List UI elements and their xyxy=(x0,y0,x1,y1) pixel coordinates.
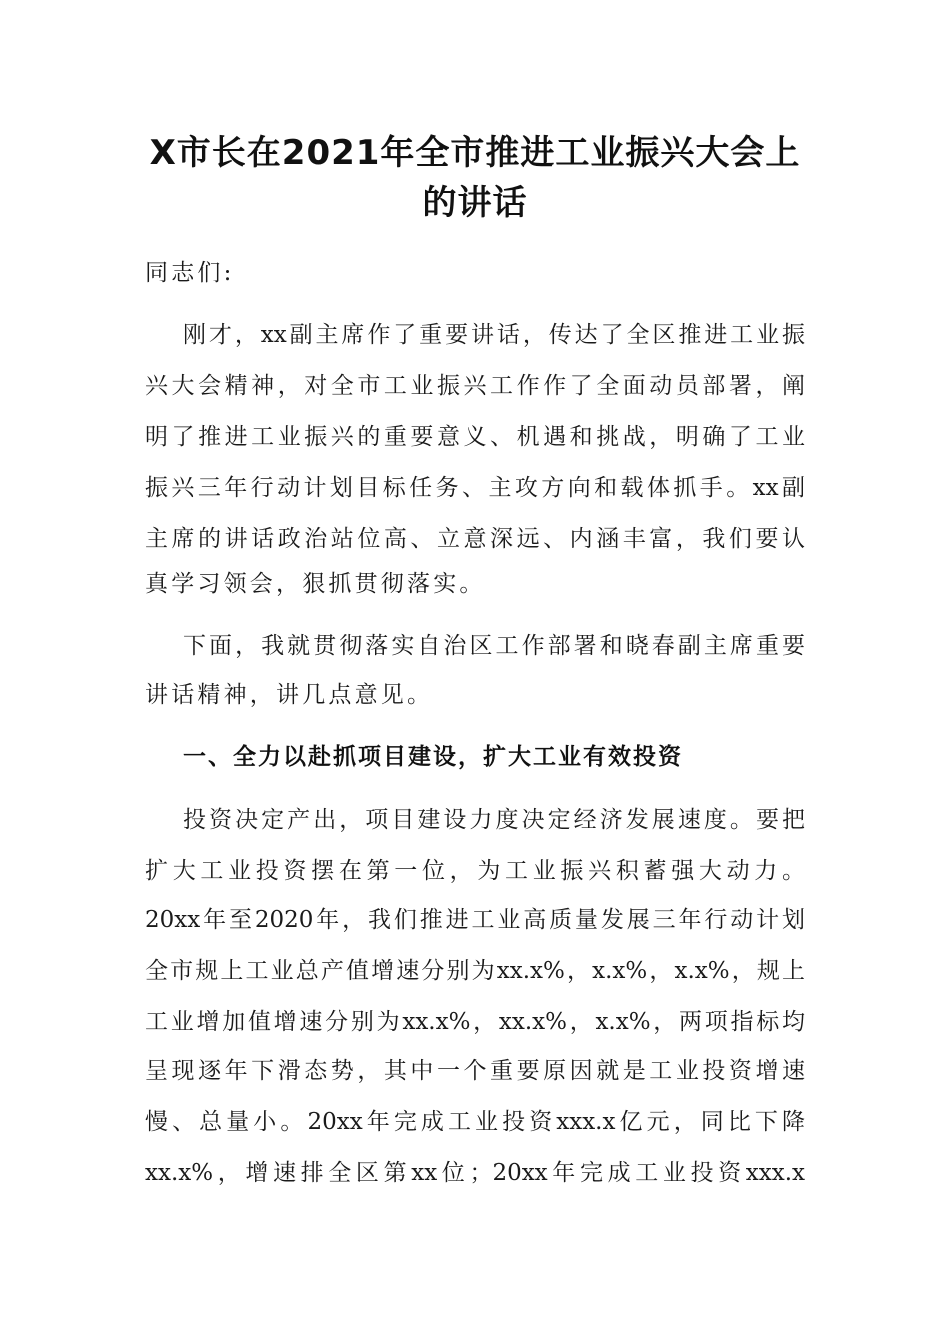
paragraph-3-line-1: 投资决定产出，项目建设力度决定经济发展速度。要把 xyxy=(183,807,805,833)
paragraph-2-line-1: 下面，我就贯彻落实自治区工作部署和晓春副主席重要 xyxy=(183,633,805,659)
paragraph-3-line-6: 呈现逐年下滑态势，其中一个重要原因就是工业投资增速 xyxy=(145,1058,805,1084)
paragraph-1-line-5: 主席的讲话政治站位高、立意深远、内涵丰富，我们要认 xyxy=(145,526,805,552)
salutation: 同志们: xyxy=(145,260,235,286)
paragraph-2-line-2: 讲话精神，讲几点意见。 xyxy=(145,682,434,708)
paragraph-3-line-2: 扩大工业投资摆在第一位，为工业振兴积蓄强大动力。 xyxy=(145,858,805,884)
paragraph-3-line-7: 慢、总量小。20xx年完成工业投资xxx.x亿元，同比下降 xyxy=(145,1109,805,1135)
paragraph-1-line-6: 真学习领会，狠抓贯彻落实。 xyxy=(145,571,486,597)
paragraph-1-line-3: 明了推进工业振兴的重要意义、机遇和挑战，明确了工业 xyxy=(145,424,805,450)
paragraph-3-line-4: 全市规上工业总产值增速分别为xx.x%，x.x%，x.x%，规上 xyxy=(145,958,805,984)
document-title-line-1: X市长在2021年全市推进工业振兴大会上 xyxy=(149,133,801,173)
paragraph-3-line-3: 20xx年至2020年，我们推进工业高质量发展三年行动计划 xyxy=(145,907,805,933)
paragraph-3-line-5: 工业增加值增速分别为xx.x%，xx.x%，x.x%，两项指标均 xyxy=(145,1009,805,1035)
paragraph-1-line-1: 刚才，xx副主席作了重要讲话，传达了全区推进工业振 xyxy=(183,322,805,348)
paragraph-1-line-2: 兴大会精神，对全市工业振兴工作作了全面动员部署，阐 xyxy=(145,373,805,399)
paragraph-1-line-4: 振兴三年行动计划目标任务、主攻方向和载体抓手。xx副 xyxy=(145,475,805,501)
document-title-line-2: 的讲话 xyxy=(422,183,528,223)
paragraph-3-line-8: xx.x%，增速排全区第xx位；20xx年完成工业投资xxx.x xyxy=(145,1160,805,1186)
section-1-heading: 一、全力以赴抓项目建设，扩大工业有效投资 xyxy=(183,744,683,770)
